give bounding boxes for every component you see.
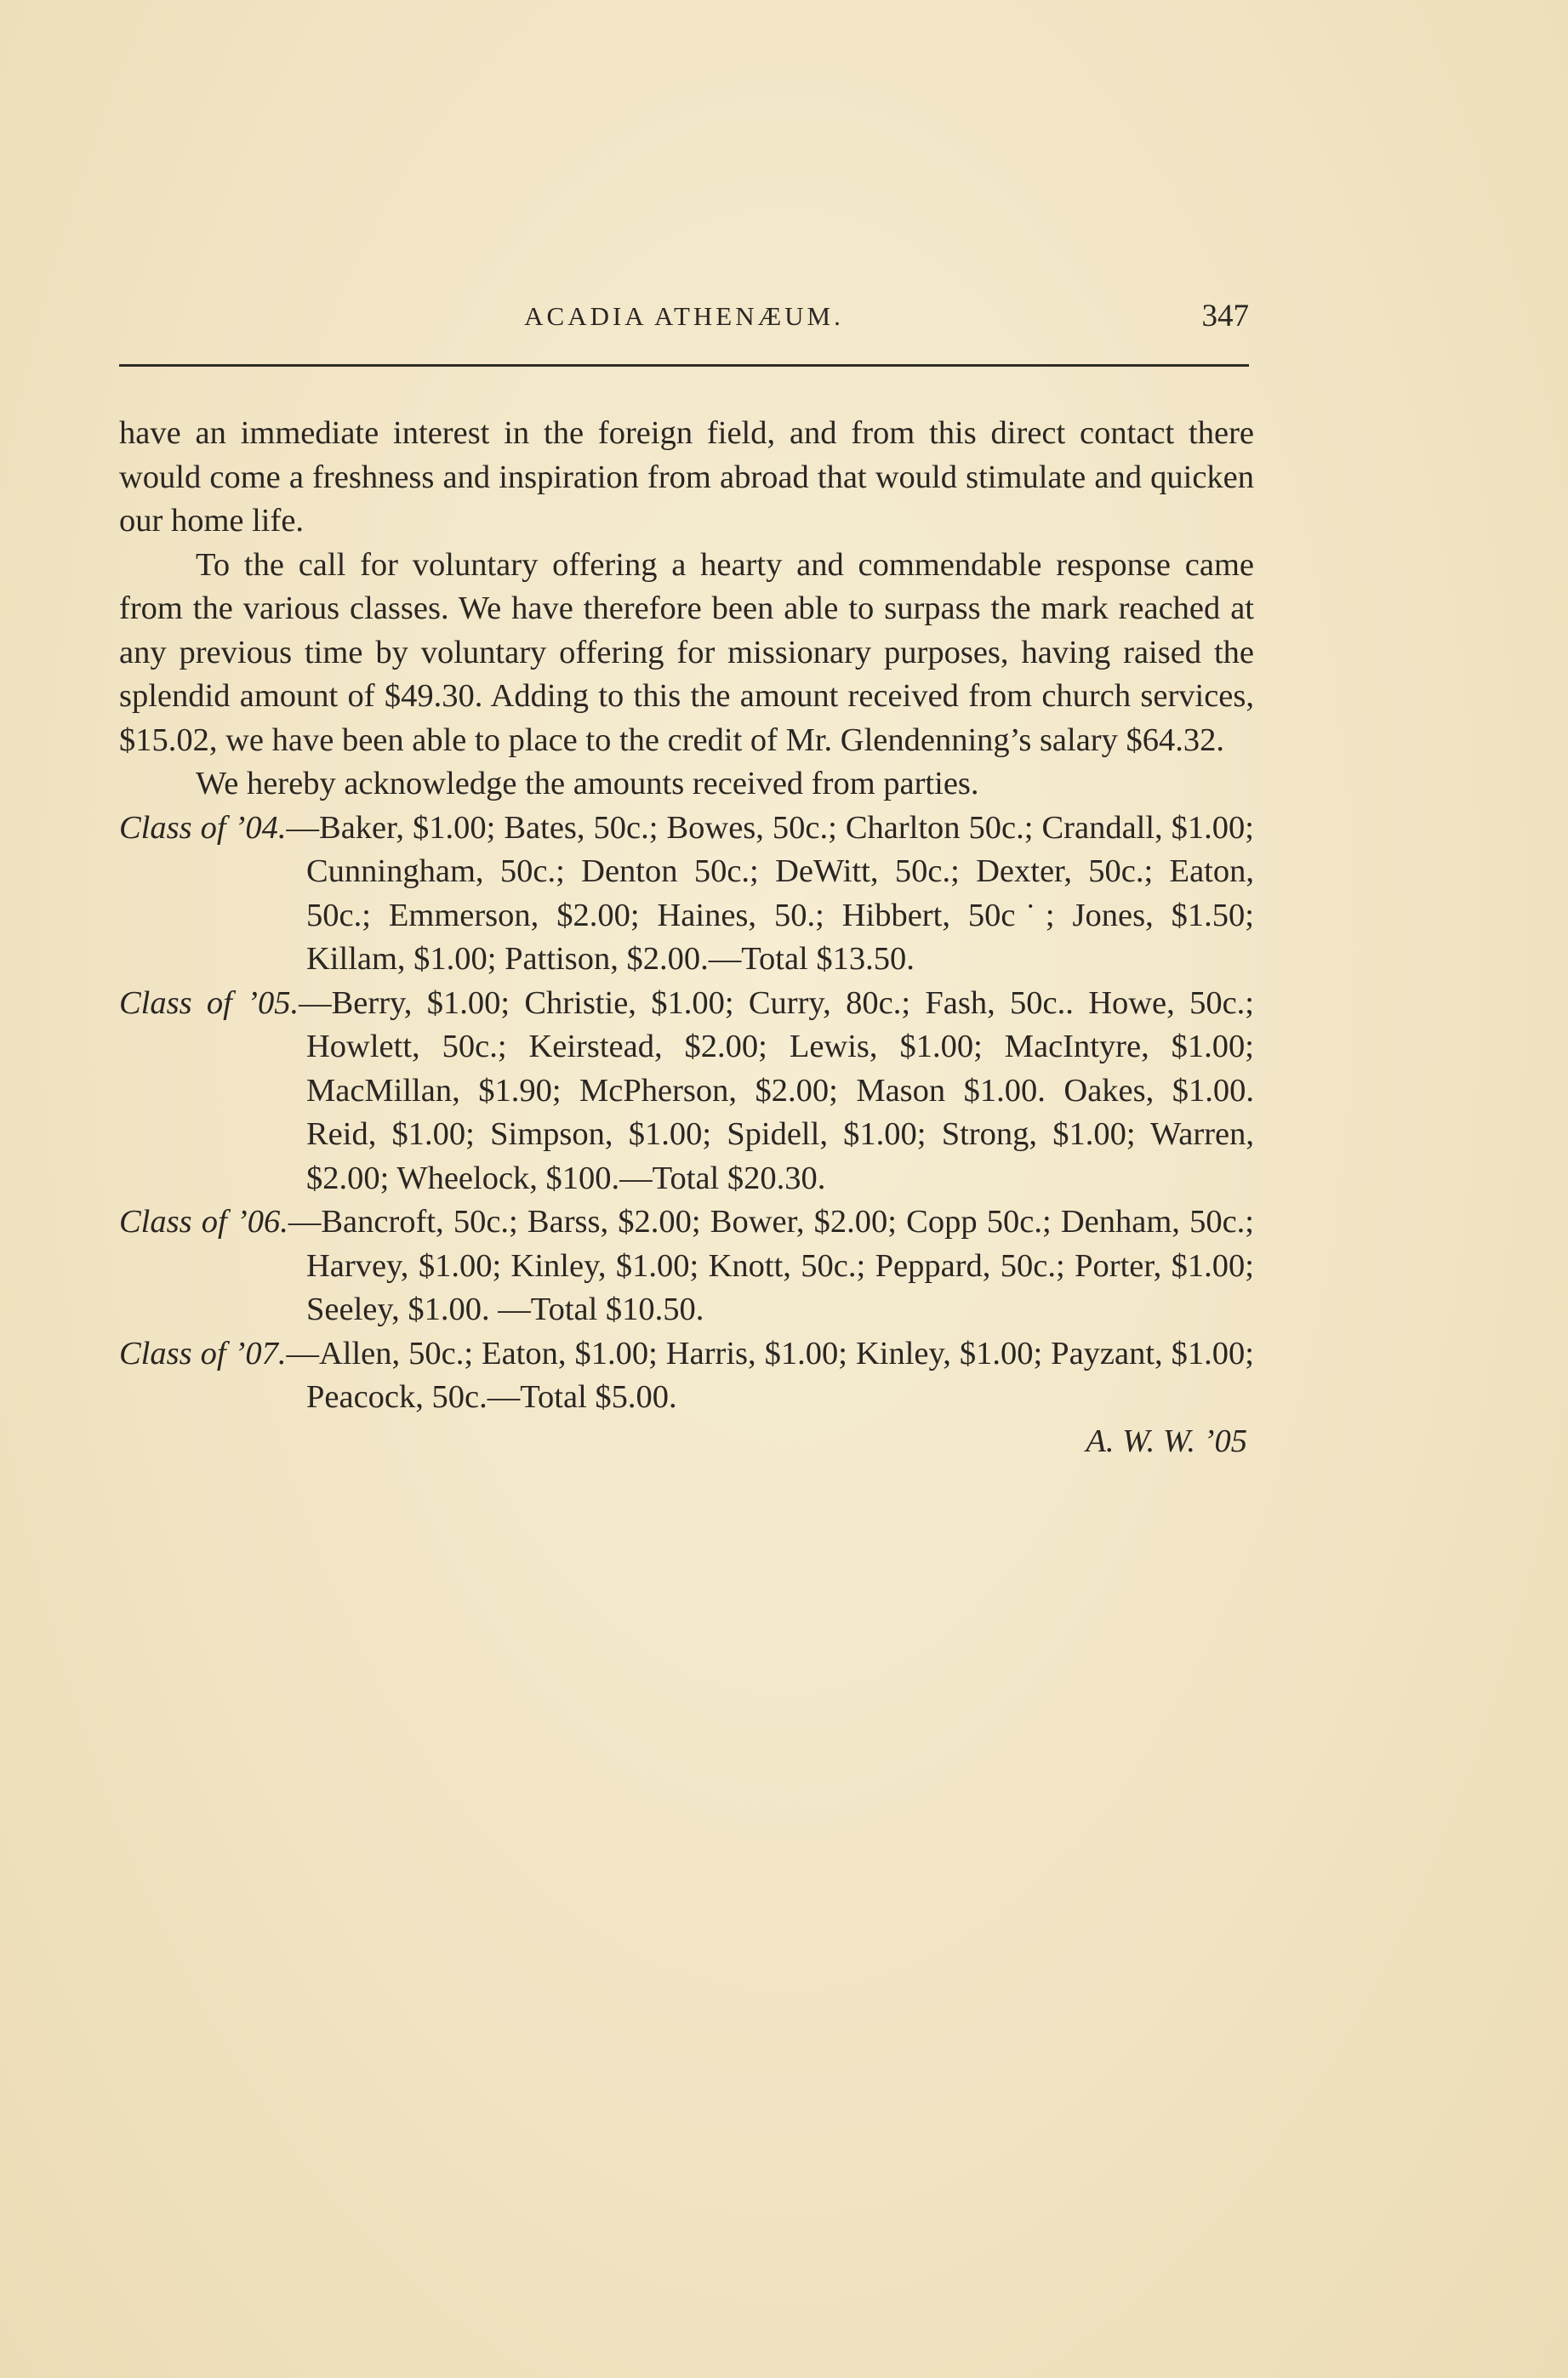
page-number: 347 bbox=[1201, 299, 1249, 334]
class-label: Class of ’07. bbox=[119, 1335, 287, 1371]
class-contributions: —Berry, $1.00; Christie, $1.00; Curry, 80c.; Fash, 50c.. Howe, 50c.; Howlett, 50c.; Keirstead, $2.00; Lewis, $1.00; MacIntyre, $1.00; MacMillan, $1.90; McPherson, $2.00; Mason $1.00. Oakes, $1.00. Reid, $1.00; Simpson, $1.00; Spidell, $1.00; Strong, $1.00; Warren, $2.00; Wheelock, $100.—Total $20.30. bbox=[299, 984, 1254, 1196]
class-contributions: —Baker, $1.00; Bates, 50c.; Bowes, 50c.; Charlton 50c.; Crandall, $1.00; Cunningham, 50c.; Denton 50c.; DeWitt, 50c.; Dexter, 50c.; Eaton, 50c.; Emmerson, $2.00; Haines, 50.; Hibbert, 50c˙; Jones, $1.50; Killam, $1.00; Pattison, $2.00.—Total $13.50. bbox=[286, 809, 1255, 977]
class-contributions: —Allen, 50c.; Eaton, $1.00; Harris, $1.00; Kinley, $1.00; Payzant, $1.00; Peacock, 50c.—Total $5.00. bbox=[286, 1335, 1254, 1415]
class-entry-04 bbox=[119, 807, 1254, 982]
class-entry-07 bbox=[119, 1332, 1254, 1420]
header-rule bbox=[119, 364, 1249, 367]
class-entry-06 bbox=[119, 1200, 1254, 1332]
paragraph-acknowledgement: We hereby acknowledge the amounts received from parties. bbox=[196, 766, 979, 801]
class-contributions: —Bancroft, 50c.; Barss, $2.00; Bower, $2.00; Copp 50c.; Denham, 50c.; Harvey, $1.00; Kinley, $1.00; Knott, 50c.; Peppard, 50c.; Porter, $1.00; Seeley, $1.00. —Total $10.50. bbox=[288, 1204, 1255, 1327]
class-entry-05 bbox=[119, 982, 1254, 1201]
running-title: ACADIA ATHENÆUM. bbox=[524, 301, 844, 331]
class-label: Class of ’06. bbox=[119, 1204, 288, 1240]
paragraph-voluntary-offering: To the call for voluntary offering a hearty and commendable response came from the various classes. We have therefore been able to surpass the mark reached at any previous time by voluntary offering for missionary purposes, having raised the splendid amount of $49.30. Adding to this the amount received from church services, $15.02, we have been able to place to the credit of Mr. Glendenning’s salary $64.32. bbox=[119, 546, 1254, 758]
class-label: Class of ’05. bbox=[119, 984, 299, 1021]
paragraph-continuation: have an immediate interest in the foreign field, and from this direct contact there would come a freshness and inspiration from abroad that would stimulate and quicken our home life. bbox=[119, 415, 1254, 539]
class-label: Class of ’04. bbox=[119, 809, 287, 846]
author-signature: A. W. W. ’05 bbox=[1086, 1423, 1247, 1459]
page-header bbox=[119, 298, 1249, 340]
article-body bbox=[119, 412, 1254, 1463]
